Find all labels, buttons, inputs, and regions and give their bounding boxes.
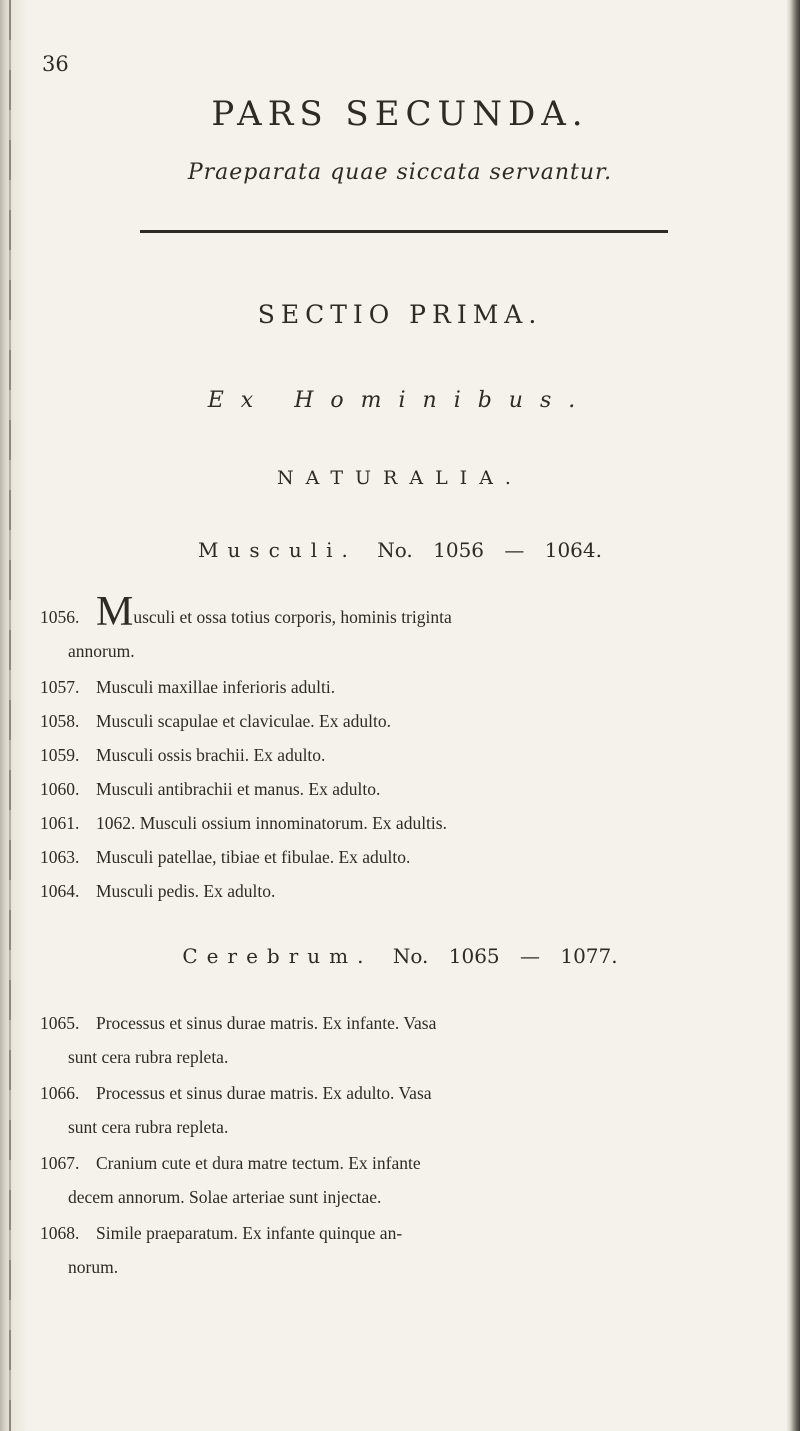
entry-continuation: sunt cera rubra repleta. [68, 1117, 229, 1137]
cerebrum-heading-label: Cerebrum. [182, 944, 373, 968]
entry-number: 1056. [40, 607, 80, 627]
right-binding-edge [786, 0, 800, 1431]
entry-number: 1065. [40, 1013, 80, 1033]
entry-number: 1068. [40, 1223, 80, 1243]
entry-number: 1061. [40, 813, 80, 833]
entry-text: Processus et sinus durae matris. Ex infante. Vasa [96, 1013, 437, 1033]
entry-1056 [40, 589, 760, 668]
entry-1060 [40, 772, 760, 806]
horizontal-rule [140, 230, 668, 233]
entry-text: Musculi antibrachii et manus. Ex adulto. [96, 779, 381, 799]
part-subtitle: Praeparata quae siccata servantur. [187, 160, 613, 185]
entry-number: 1063. [40, 847, 80, 867]
entry-text: Musculi maxillae inferioris adulti. [96, 677, 336, 697]
entry-text: Musculi ossis brachii. Ex adulto. [96, 745, 326, 765]
entry-text: Simile praeparatum. Ex infante quinque an- [96, 1223, 403, 1243]
entry-1063 [40, 840, 760, 874]
entry-number: 1067. [40, 1153, 80, 1173]
entry-continuation: annorum. [68, 641, 135, 661]
entry-continuation: sunt cera rubra repleta. [68, 1047, 229, 1067]
section-subtitle: Ex Hominibus. [207, 388, 593, 413]
entry-text: 1062. Musculi ossium innominatorum. Ex adultis. [96, 813, 447, 833]
section-title: SECTIO PRIMA. [257, 300, 543, 329]
entry-1065 [40, 1006, 760, 1074]
entry-text: Musculi pedis. Ex adulto. [96, 881, 276, 901]
drop-cap: M [96, 589, 134, 635]
entry-continuation: norum. [68, 1257, 119, 1277]
entry-1066 [40, 1076, 760, 1144]
cerebrum-heading-range: No. 1065 — 1077. [392, 944, 618, 968]
entry-text: Musculi scapulae et claviculae. Ex adulto. [96, 711, 391, 731]
musculi-heading-range: No. 1056 — 1064. [377, 538, 602, 562]
entry-1057 [40, 670, 760, 704]
part-title: PARS SECUNDA. [211, 94, 589, 134]
musculi-heading-label: Musculi. [198, 538, 357, 562]
entry-text: usculi et ossa totius corporis, hominis triginta [133, 607, 452, 627]
entry-continuation: decem annorum. Solae arteriae sunt injectae. [68, 1187, 382, 1207]
category-heading: NATURALIA. [277, 467, 523, 489]
entry-1061 [40, 806, 760, 840]
entry-text: Processus et sinus durae matris. Ex adulto. Vasa [96, 1083, 432, 1103]
entry-1058 [40, 704, 760, 738]
entry-number: 1057. [40, 677, 80, 697]
entry-text: Cranium cute et dura matre tectum. Ex infante [96, 1153, 421, 1173]
musculi-heading [0, 538, 800, 562]
entry-1067 [40, 1146, 760, 1214]
entry-1068 [40, 1216, 760, 1284]
entry-number: 1058. [40, 711, 80, 731]
entry-1059 [40, 738, 760, 772]
page-number: 36 [42, 52, 69, 76]
entry-1064 [40, 874, 760, 908]
entry-number: 1066. [40, 1083, 80, 1103]
entry-number: 1059. [40, 745, 80, 765]
entry-number: 1060. [40, 779, 80, 799]
entry-number: 1064. [40, 881, 80, 901]
left-binding-edge [0, 0, 28, 1431]
entry-text: Musculi patellae, tibiae et fibulae. Ex adulto. [96, 847, 411, 867]
cerebrum-heading [0, 944, 800, 968]
